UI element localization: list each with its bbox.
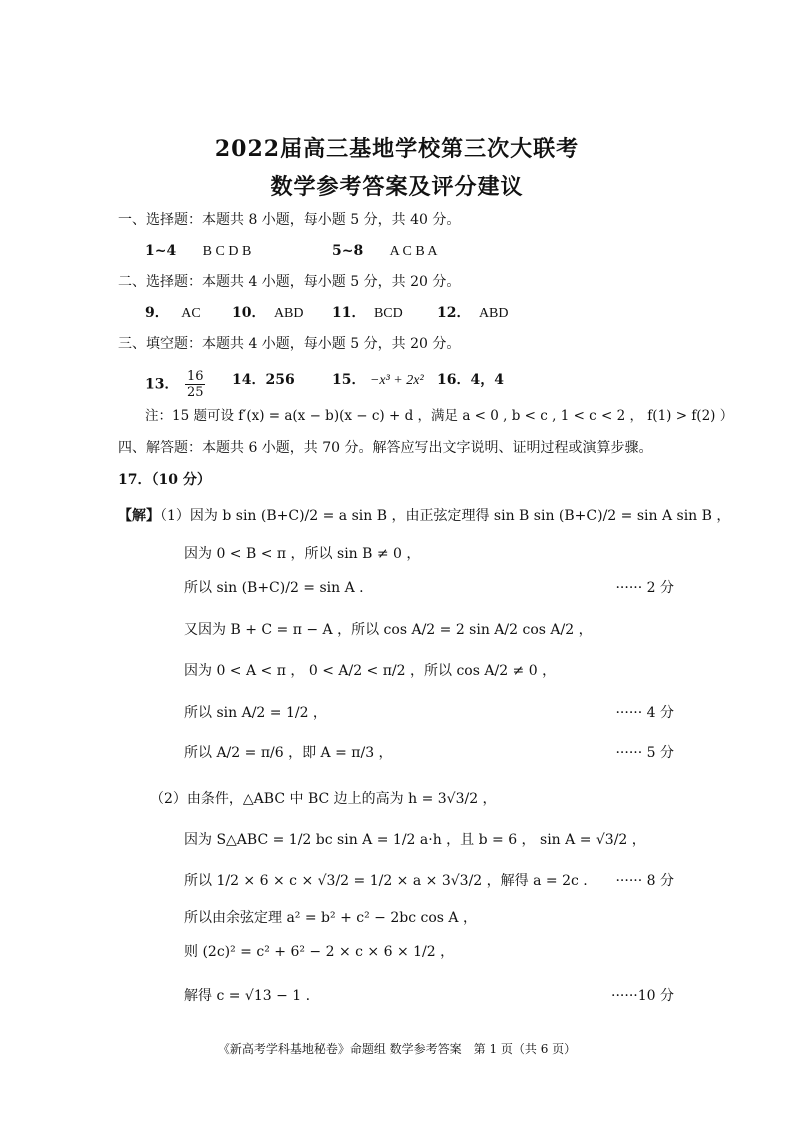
answer-group — [332, 241, 438, 262]
solution-line: 所以 A/2 = π/6 ，即 A = π/3 ， — [184, 745, 393, 761]
score-mark: ······ 5 分 — [615, 745, 674, 761]
answer-item — [145, 303, 201, 324]
answer-group — [145, 241, 251, 262]
answer-item-14: 14．256 — [232, 372, 295, 388]
answer-value: ABD — [478, 306, 509, 321]
section-1-heading: 一、选择题：本题共 8 小题，每小题 5 分，共 40 分。 — [118, 212, 461, 228]
answer-item-16: 16．4，4 — [437, 372, 504, 388]
score-mark: ······ 4 分 — [615, 705, 674, 721]
solution-line: 因为 0 < A < π ， 0 < A/2 < π/2 ，所以 cos A/2 ≠ 0 ， — [184, 663, 557, 679]
answer-value: ABD — [273, 306, 304, 321]
score-mark: ······10 分 — [611, 988, 674, 1004]
answer-value: BCD — [373, 306, 403, 321]
answer-value: −x³ + 2x² — [369, 373, 424, 388]
denominator: 25 — [186, 385, 204, 400]
solution-line: 所以 sin A/2 = 1/2 ， — [184, 705, 327, 721]
question-17-heading: 17．（10 分） — [118, 472, 211, 488]
solution-tag: 【解】 — [118, 508, 160, 524]
score-mark: ······ 8 分 — [615, 873, 674, 889]
page-footer: 《新高考学科基地秘卷》命题组 数学参考答案 第 1 页（共 6 页） — [217, 1042, 577, 1056]
solution-line: 又因为 B + C = π − A ，所以 cos A/2 = 2 sin A/2 cos A/2 ， — [184, 622, 593, 638]
question-number: 12． — [437, 305, 471, 321]
solution-line: 所以由余弦定理 a² = b² + c² − 2bc cos A ， — [184, 910, 477, 926]
question-number: 10． — [232, 305, 266, 321]
answer-item — [437, 303, 509, 324]
fraction — [185, 370, 206, 399]
solution-line: 因为 0 < B < π ，所以 sin B ≠ 0 ， — [184, 546, 421, 562]
answer-range-label: 1~4 — [145, 243, 177, 259]
solution-line: 因为 S△ABC = 1/2 bc sin A = 1/2 a·h ，且 b = 6 ， sin A = √3/2 ， — [184, 832, 646, 848]
question-number: 15． — [332, 372, 366, 388]
numerator: 16 — [186, 369, 204, 384]
section-3-heading: 三、填空题：本题共 4 小题，每小题 5 分，共 20 分。 — [118, 336, 461, 352]
answer-value: B C D B — [202, 244, 252, 259]
solution-line: 所以 1/2 × 6 × c × √3/2 = 1/2 × a × 3√3/2 ，解得 a = 2c . — [184, 873, 588, 889]
solution-line: （2）由条件，△ABC 中 BC 边上的高为 h = 3√3/2 ， — [150, 791, 497, 807]
solution-line: 解得 c = √13 − 1 . — [184, 988, 311, 1004]
section-2-heading: 二、选择题：本题共 4 小题，每小题 5 分，共 20 分。 — [118, 274, 461, 290]
solution-text: （1）因为 b sin (B+C)/2 = a sin B ，由正弦定理得 sin B sin (B+C)/2 = sin A sin B ， — [160, 508, 731, 524]
note-line: 注：15 题可设 f′(x) = a(x − b)(x − c) + d ，满足 a < 0 , b < c , 1 < c < 2 ， f(1) > f(2) ） — [145, 408, 734, 424]
solution-line: 则 (2c)² = c² + 6² − 2 × c × 6 × 1/2 ， — [184, 944, 455, 960]
answer-value: AC — [181, 306, 201, 321]
answer-item-13 — [145, 370, 207, 399]
question-number: 9． — [145, 305, 169, 321]
page-title: 2022届高三基地学校第三次大联考 — [214, 136, 580, 162]
solution-line — [118, 506, 730, 526]
question-number: 11． — [332, 305, 366, 321]
answer-item — [332, 303, 403, 324]
question-number: 13． — [145, 376, 179, 393]
answer-range-label: 5~8 — [332, 243, 364, 259]
solution-line: 所以 sin (B+C)/2 = sin A . — [184, 580, 364, 596]
section-4-heading: 四、解答题：本题共 6 小题，共 70 分。解答应写出文字说明、证明过程或演算步骤。 — [118, 440, 653, 456]
answer-value: A C B A — [389, 244, 438, 259]
answer-item-15 — [332, 370, 424, 391]
score-mark: ······ 2 分 — [615, 580, 674, 596]
answer-item — [232, 303, 304, 324]
page-subtitle: 数学参考答案及评分建议 — [270, 174, 524, 200]
